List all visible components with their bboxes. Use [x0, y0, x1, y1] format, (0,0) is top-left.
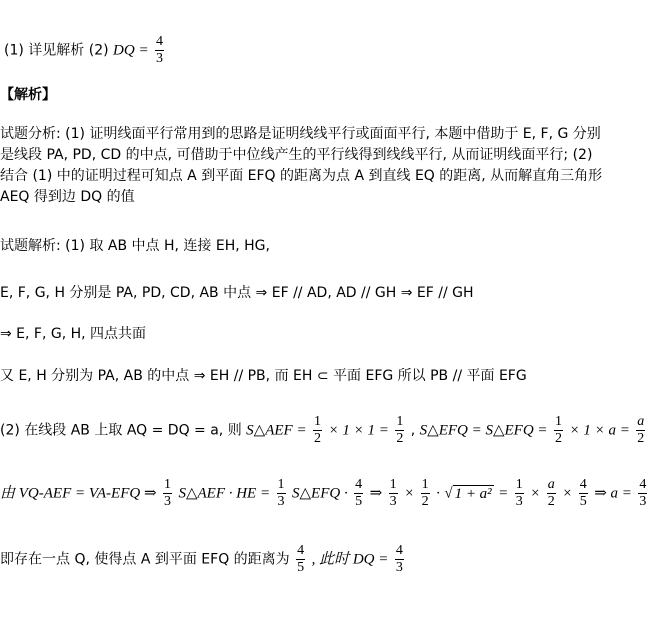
solution-step-1: (1) 取 AB 中点 H, 连接 EH, HG, [65, 238, 270, 254]
step5-frac-3-num: 1 [555, 414, 563, 429]
step7-text: 即存在一点 Q, 使得点 A 到平面 EFQ 的距离为 [0, 551, 290, 568]
step6-times-1: × [404, 485, 415, 502]
step6-frac-5 [421, 477, 430, 510]
step7-frac-1-den: 5 [297, 560, 305, 575]
step6-equals: = [498, 485, 509, 502]
step6-frac-4-num: 1 [389, 477, 397, 492]
answer-part2-lhs: DQ = [113, 42, 149, 59]
step6-frac-3-den: 5 [355, 494, 363, 509]
answer-part2-prefix: (2) [88, 42, 109, 59]
step6-frac-6-den: 3 [515, 494, 523, 509]
step6-times-3: × [562, 485, 573, 502]
step6-frac-7-den: 2 [547, 494, 555, 509]
solution-step-2: E, F, G, H 分别是 PA, PD, CD, AB 中点 ⇒ EF // AD, AD // GH ⇒ EF // GH [0, 285, 474, 301]
step5-frac-4 [636, 414, 645, 447]
step6-frac-9 [638, 477, 647, 510]
step5-frac-3-den: 2 [555, 431, 563, 446]
analysis-line-2: 是线段 PA, PD, CD 的中点, 可借助于中位线产生的平行线得到线线平行, 从而证明线面平行; (2) [0, 147, 593, 163]
answer-fraction-den: 3 [156, 51, 164, 66]
analysis-label: 试题分析: [0, 126, 61, 142]
step6-frac-4 [389, 477, 398, 510]
solution-line-1 [0, 236, 270, 256]
step6-frac-2-num: 1 [277, 477, 285, 492]
answer-fraction [155, 34, 164, 67]
analysis-heading: 【解析】 [0, 87, 56, 103]
step6-frac-7 [547, 477, 556, 510]
step6-times-2: × [530, 485, 541, 502]
analysis-text-1: (1) 证明线面平行常用到的思路是证明线线平行或面面平行, 本题中借助于 E, F, G 分别 [65, 126, 601, 142]
step6-frac-7-num: a [547, 477, 555, 492]
step6-frac-2 [277, 477, 286, 510]
step5-frac-2-num: 1 [396, 414, 404, 429]
solution-step-3: ⇒ E, F, G, H, 四点共面 [0, 326, 147, 342]
step6-frac-5-num: 1 [421, 477, 429, 492]
step6-frac-1 [163, 477, 172, 510]
step5-text: (2) 在线段 AB 上取 AQ = DQ = a, 则 [0, 422, 242, 439]
step5-separator: , [410, 422, 416, 439]
step5-product-2: × 1 × a = [569, 422, 630, 439]
step5-frac-1-den: 2 [314, 431, 322, 446]
step6-frac-8-den: 5 [579, 494, 587, 509]
step6-area-aef: S△AEF · HE = [178, 485, 271, 502]
step6-volume: 由 VQ-AEF = VA-EFQ ⇒ [0, 485, 157, 502]
solution-step-5 [0, 414, 647, 447]
step5-product-1: × 1 × 1 = [328, 422, 389, 439]
step6-dot: · [436, 485, 440, 502]
step5-area-efq: S△EFQ = S△EFQ = [419, 422, 548, 439]
step6-area-efq: S△EFQ · [292, 485, 348, 502]
solution-step-7 [0, 543, 406, 576]
step6-frac-5-den: 2 [421, 494, 429, 509]
step6-frac-9-num: 4 [639, 477, 647, 492]
step6-frac-4-den: 3 [389, 494, 397, 509]
step6-frac-9-den: 3 [639, 494, 647, 509]
step5-frac-2 [395, 414, 404, 447]
step5-frac-3 [554, 414, 563, 447]
step5-frac-4-den: 2 [637, 431, 645, 446]
step6-sqrt-body: 1 + a² [454, 485, 492, 502]
analysis-line-4: AEQ 得到边 DQ 的值 [0, 189, 135, 205]
answer-fraction-num: 4 [156, 34, 164, 49]
step5-frac-1-num: 1 [314, 414, 322, 429]
step7-frac-1-num: 4 [297, 543, 305, 558]
step7-dq: , 此时 DQ = [311, 551, 389, 568]
solution-label: 试题解析: [0, 238, 61, 254]
step5-frac-1 [313, 414, 322, 447]
step6-sqrt: √ 1 + a² [444, 485, 492, 502]
answer-part1: (1) 详见解析 [4, 42, 85, 59]
answer-line [4, 34, 166, 67]
step6-frac-6 [515, 477, 524, 510]
analysis-line-1 [0, 124, 601, 144]
step7-frac-2-num: 4 [395, 543, 403, 558]
analysis-line-3: 结合 (1) 中的证明过程可知点 A 到平面 EFQ 的距离为点 A 到直线 EQ 的距离, 从而解直角三角形 [0, 168, 603, 184]
step5-frac-2-den: 2 [396, 431, 404, 446]
step5-frac-4-num: a [637, 414, 645, 429]
step6-frac-8-num: 4 [579, 477, 587, 492]
solution-step-4: 又 E, H 分别为 PA, AB 的中点 ⇒ EH // PB, 而 EH ⊂ 平面 EFG 所以 PB // 平面 EFG [0, 368, 527, 384]
step7-frac-2-den: 3 [395, 560, 403, 575]
step6-frac-3 [354, 477, 363, 510]
step7-frac-2 [395, 543, 404, 576]
step6-frac-6-num: 1 [515, 477, 523, 492]
step6-frac-1-num: 1 [164, 477, 171, 492]
step5-area-aef: S△AEF = [246, 422, 307, 439]
step6-result: ⇒ a = [594, 485, 632, 502]
step6-frac-8 [579, 477, 588, 510]
solution-step-6 [0, 477, 649, 510]
step6-frac-2-den: 3 [277, 494, 285, 509]
step6-implies-1: ⇒ [369, 485, 383, 502]
step6-frac-1-den: 3 [164, 494, 171, 509]
step6-frac-3-num: 4 [355, 477, 363, 492]
step7-frac-1 [296, 543, 305, 576]
